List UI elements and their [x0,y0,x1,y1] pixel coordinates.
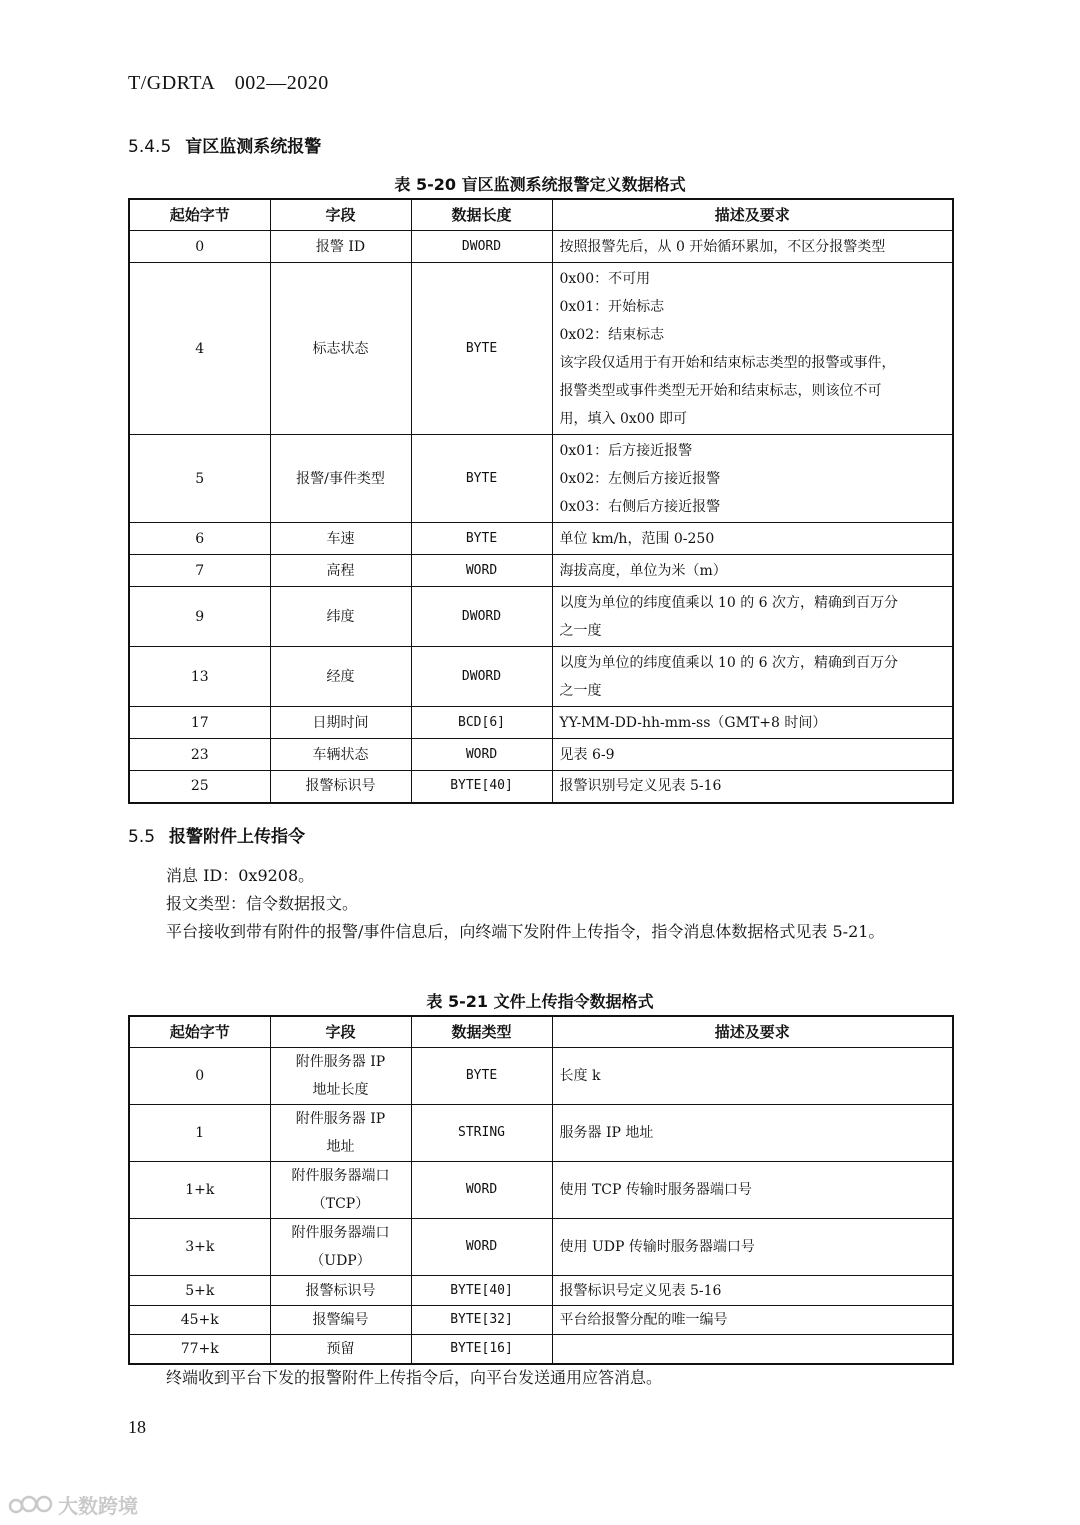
section-heading-5-5 [128,822,305,847]
cell-offset: 0 [129,231,270,263]
description-line: 之一度 [559,682,602,699]
cell-field: 标志状态 [270,263,411,435]
cell-type: WORD [411,1219,552,1276]
cell-field [270,1276,411,1306]
column-header-field: 字段 [270,1016,411,1048]
cell-offset: 5+k [129,1276,270,1306]
cell-field: 车辆状态 [270,739,411,771]
cell-length: DWORD [411,647,552,707]
cell-offset: 1 [129,1105,270,1162]
cell-description [552,435,953,523]
cell-type: BYTE[16] [411,1335,552,1365]
table-row [129,1306,953,1335]
cell-length: BYTE[40] [411,771,552,803]
section-title: 盲区监测系统报警 [185,137,322,157]
message-type-paragraph: 报文类型：信令数据报文。 [166,894,359,913]
cell-field [270,1306,411,1335]
cell-length: BYTE [411,263,552,435]
table-row [129,1335,953,1365]
watermark [8,1490,138,1519]
table-row [129,435,953,523]
cell-field: 报警 ID [270,231,411,263]
table-row [129,263,953,435]
description-line: 之一度 [559,622,602,639]
cell-description: 使用 UDP 传输时服务器端口号 [552,1219,953,1276]
page-number: 18 [128,1417,146,1437]
cell-description [552,771,953,803]
description-line: 0x00：不可用 [559,270,651,287]
cell-offset: 25 [129,771,270,803]
field-line: 附件服务器 IP [295,1111,386,1127]
field-line: （UDP） [310,1253,371,1269]
table-row [129,231,953,263]
description-line: 海拔高度，单位为米（m） [559,562,727,579]
description-line: YY-MM-DD-hh-mm-ss（GMT+8 时间） [559,714,827,731]
column-header-type: 数据类型 [411,1016,552,1048]
table-row [129,739,953,771]
cell-description: 使用 TCP 传输时服务器端口号 [552,1162,953,1219]
cell-description: 平台给报警分配的唯一编号 [552,1306,953,1335]
cell-field: 经度 [270,647,411,707]
cell-field [270,1162,411,1219]
table-row [129,707,953,739]
cell-description [552,555,953,587]
section-title: 报警附件上传指令 [169,827,306,847]
cell-field [270,1048,411,1105]
cell-description [552,523,953,555]
table-header-row [129,199,953,231]
table-row [129,1105,953,1162]
description-line: 以度为单位的纬度值乘以 10 的 6 次方，精确到百万分 [559,594,899,611]
table-row [129,523,953,555]
cell-offset: 0 [129,1048,270,1105]
cell-offset: 4 [129,263,270,435]
cell-type: WORD [411,1162,552,1219]
cell-field [270,1335,411,1365]
cell-offset: 3+k [129,1219,270,1276]
description-line: 见表 6-9 [559,746,615,763]
cell-offset: 1+k [129,1162,270,1219]
column-header-offset: 起始字节 [129,1016,270,1048]
description-line: 0x02：左侧后方接近报警 [559,470,721,487]
cell-field: 报警标识号 [270,771,411,803]
cell-description [552,231,953,263]
column-header-length: 数据长度 [411,199,552,231]
column-header-description: 描述及要求 [552,199,953,231]
cell-type: BYTE[32] [411,1306,552,1335]
cell-length: DWORD [411,587,552,647]
description-line: 0x02：结束标志 [559,326,665,343]
cell-length: BCD[6] [411,707,552,739]
cell-offset: 7 [129,555,270,587]
closing-paragraph: 终端收到平台下发的报警附件上传指令后，向平台发送通用应答消息。 [166,1368,663,1387]
cell-length: BYTE [411,435,552,523]
section-number: 5.5 [128,827,156,847]
cell-offset: 17 [129,707,270,739]
cell-field: 日期时间 [270,707,411,739]
message-id-paragraph: 消息 ID：0x9208。 [166,866,315,885]
table-5-21-caption: 表 5-21 文件上传指令数据格式 [426,992,654,1011]
cell-field [270,1219,411,1276]
field-line: 附件服务器 IP [295,1054,386,1070]
section-heading-5-4-5 [128,132,321,157]
cell-description [552,647,953,707]
field-line: 附件服务器端口 [291,1168,390,1184]
column-header-offset: 起始字节 [129,199,270,231]
cell-description [552,1335,953,1365]
cell-field: 纬度 [270,587,411,647]
table-row [129,647,953,707]
field-line: 报警编号 [312,1312,369,1328]
cell-field [270,1105,411,1162]
cell-type: STRING [411,1105,552,1162]
table-row [129,555,953,587]
cell-offset: 5 [129,435,270,523]
cell-offset: 77+k [129,1335,270,1365]
table-5-20 [128,198,954,804]
cell-description [552,587,953,647]
column-header-field: 字段 [270,199,411,231]
intro-paragraph: 平台接收到带有附件的报警/事件信息后，向终端下发附件上传指令，指令消息体数据格式见表 5-21。 [166,922,885,941]
column-header-description: 描述及要求 [552,1016,953,1048]
table-row [129,1162,953,1219]
cell-offset: 45+k [129,1306,270,1335]
field-line: 报警标识号 [305,1282,376,1299]
table-5-20-caption: 表 5-20 盲区监测系统报警定义数据格式 [394,175,686,194]
description-line: 报警识别号定义见表 5-16 [559,778,722,795]
cell-length: WORD [411,739,552,771]
table-header-row [129,1016,953,1048]
description-line: 按照报警先后，从 0 开始循环累加，不区分报警类型 [559,238,886,255]
field-line: 附件服务器端口 [291,1225,390,1241]
table-row [129,1048,953,1105]
watermark-logo-icon [8,1493,54,1517]
cell-description: 服务器 IP 地址 [552,1105,953,1162]
description-line: 以度为单位的纬度值乘以 10 的 6 次方，精确到百万分 [559,654,899,671]
cell-length: BYTE [411,523,552,555]
field-line: 地址长度 [312,1082,369,1098]
cell-description [552,739,953,771]
cell-field: 车速 [270,523,411,555]
cell-description: 长度 k [552,1048,953,1105]
watermark-text: 大数跨境 [58,1494,138,1518]
cell-offset: 13 [129,647,270,707]
cell-offset: 23 [129,739,270,771]
cell-length: WORD [411,555,552,587]
cell-description: 报警标识号定义见表 5-16 [552,1276,953,1306]
description-line: 报警类型或事件类型无开始和结束标志，则该位不可 [559,382,882,399]
description-line: 0x03：右侧后方接近报警 [559,498,721,515]
cell-field: 报警/事件类型 [270,435,411,523]
cell-description [552,263,953,435]
table-5-21 [128,1015,954,1365]
cell-field: 高程 [270,555,411,587]
cell-type: BYTE[40] [411,1276,552,1306]
description-line: 0x01：开始标志 [559,298,665,315]
table-row [129,771,953,803]
field-line: （TCP） [311,1196,370,1212]
cell-type: BYTE [411,1048,552,1105]
description-line: 用，填入 0x00 即可 [559,410,688,427]
cell-description [552,707,953,739]
field-line: 预留 [326,1341,355,1357]
cell-offset: 6 [129,523,270,555]
cell-offset: 9 [129,587,270,647]
cell-length: DWORD [411,231,552,263]
description-line: 0x01：后方接近报警 [559,442,693,459]
document-code: T/GDRTA 002—2020 [128,72,329,94]
table-row [129,1219,953,1276]
description-line: 单位 km/h，范围 0-250 [559,530,715,547]
table-row [129,1276,953,1306]
description-line: 该字段仅适用于有开始和结束标志类型的报警或事件， [559,354,896,371]
table-row [129,587,953,647]
section-number: 5.4.5 [128,137,172,157]
field-line: 地址 [326,1139,355,1155]
